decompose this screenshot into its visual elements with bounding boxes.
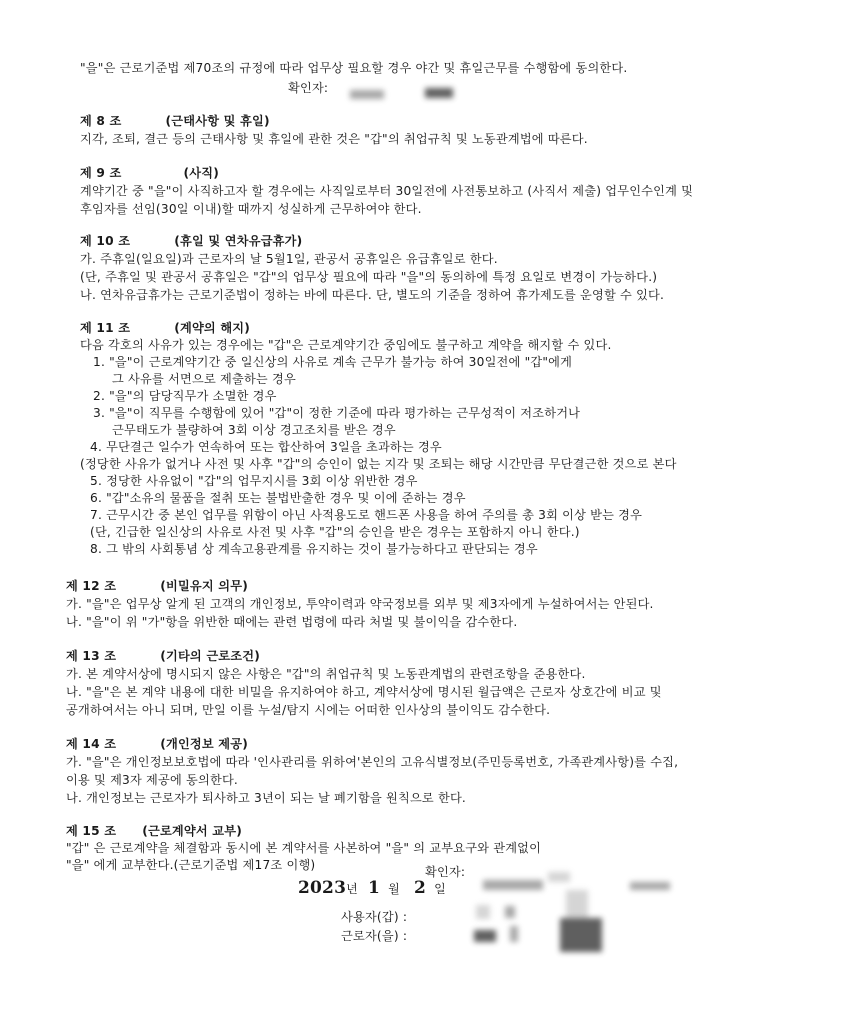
article-8-number: 제 8 조 <box>80 114 122 128</box>
article-11-item: (정당한 사유가 없거나 사전 및 사후 "갑"의 승인이 없는 지각 및 조퇴는 해당 시간만큼 무단결근한 것으로 본다 <box>80 457 677 471</box>
redacted-employee-seal <box>560 918 602 952</box>
confirm-label-top: 확인자: <box>288 81 329 95</box>
article-11-item: 5. 정당한 사유없이 "갑"의 업무지시를 3회 이상 위반한 경우 <box>90 474 418 488</box>
article-11-item: 그 사유를 서면으로 제출하는 경우 <box>112 372 296 386</box>
redacted-employer-name-1 <box>476 905 490 919</box>
article-10-line: 가. 주휴일(일요일)과 근로자의 날 5월1일, 관공서 공휴일은 유급휴일로 한다. <box>80 252 498 266</box>
redacted-name-top-1 <box>350 90 384 99</box>
article-13-title: (기타의 근로조건) <box>160 649 260 663</box>
article-9-title: (사직) <box>183 166 220 180</box>
article-10-line: (단, 주휴일 및 관공서 공휴일은 "갑"의 업무상 필요에 따라 "을"의 동의하에 특정 요일로 변경이 가능하다.) <box>80 270 658 284</box>
article-11-heading <box>80 320 250 337</box>
article-15-title: (근로계약서 교부) <box>142 824 242 838</box>
article-11-item: 1. "을"이 근로계약기간 중 일신상의 사유로 계속 근무가 불가능 하여 30일전에 "갑"에게 <box>93 355 573 369</box>
article-14-heading <box>66 736 248 753</box>
article-8-title: (근태사항 및 휴일) <box>165 114 270 128</box>
employer-label: 사용자(갑) : <box>341 910 408 924</box>
article-11-item: (단, 긴급한 일신상의 사유로 사전 및 사후 "갑"의 승인을 받은 경우는 포함하지 아니 한다.) <box>90 525 580 539</box>
article-13-heading <box>66 648 260 665</box>
article-11-item: 6. "갑"소유의 물품을 절취 또는 불법반출한 경우 및 이에 준하는 경우 <box>90 491 466 505</box>
article-12-title: (비밀유지 의무) <box>160 579 249 593</box>
article-12-heading <box>66 578 248 595</box>
article-11-item: 2. "을"의 담당직무가 소멸한 경우 <box>93 389 277 403</box>
article-9-number: 제 9 조 <box>80 166 122 180</box>
article-12-number: 제 12 조 <box>66 579 117 593</box>
confirm-label-bottom: 확인자: <box>425 865 466 879</box>
date-year: 2023 <box>298 878 347 898</box>
article-10-title: (휴일 및 연차유급휴가) <box>174 234 303 248</box>
article-9-line: 후임자를 선임(30일 이내)할 때까지 성실하게 근무하여야 한다. <box>80 202 422 216</box>
article-14-line: 나. 개인정보는 근로자가 퇴사하고 3년이 되는 날 폐기함을 원칙으로 한다. <box>66 791 466 805</box>
article-11-item: 3. "을"이 직무를 수행함에 있어 "갑"이 정한 기준에 따라 평가하는 근무성적이 저조하거나 <box>93 406 581 420</box>
article-8-line: 지각, 조퇴, 결근 등의 근태사항 및 휴일에 관한 것은 "갑"의 취업규칙 및 노동관계법에 따른다. <box>80 132 588 146</box>
signature-date <box>298 880 446 898</box>
overtime-consent-line: "을"은 근로기준법 제70조의 규정에 따라 업무상 필요할 경우 야간 및 휴일근무를 수행함에 동의한다. <box>80 61 628 75</box>
redacted-signature-1 <box>483 880 543 890</box>
article-15-heading <box>66 823 242 840</box>
article-10-heading <box>80 233 302 250</box>
article-11-lead: 다음 각호의 사유가 있는 경우에는 "갑"은 근로계약기간 중임에도 불구하고 계약을 해지할 수 있다. <box>80 338 612 352</box>
article-15-line: "갑" 은 근로계약을 체결함과 동시에 본 계약서를 사본하여 "을" 의 교부요구와 관계없이 <box>66 841 542 855</box>
date-day-unit: 일 <box>434 882 446 896</box>
redacted-signature-3 <box>630 882 670 890</box>
article-10-number: 제 10 조 <box>80 234 131 248</box>
article-11-title: (계약의 해지) <box>174 321 251 335</box>
article-12-line: 나. "을"이 위 "가"항을 위반한 때에는 관련 법령에 따라 처벌 및 불이익을 감수한다. <box>66 615 518 629</box>
date-year-unit: 년 <box>346 882 358 896</box>
date-day: 2 <box>413 878 427 898</box>
redacted-signature-2 <box>548 872 570 882</box>
redacted-employee-name-1 <box>474 930 496 942</box>
article-8-heading <box>80 113 270 130</box>
article-13-line: 공개하여서는 아니 되며, 만일 이를 누설/탐지 시에는 어떠한 인사상의 불이익도 감수한다. <box>66 703 551 717</box>
redacted-employer-seal <box>566 890 588 920</box>
redacted-name-top-2 <box>425 88 453 98</box>
employee-label: 근로자(을) : <box>341 929 408 943</box>
redacted-employee-name-2 <box>510 926 518 942</box>
article-14-line: 이용 및 제3자 제공에 동의한다. <box>66 773 239 787</box>
article-9-line: 계약기간 중 "을"이 사직하고자 할 경우에는 사직일로부터 30일전에 사전통보하고 (사직서 제출) 업무인수인계 및 <box>80 184 694 198</box>
article-11-item: 8. 그 밖의 사회통념 상 계속고용관계를 유지하는 것이 불가능하다고 판단되는 경우 <box>90 542 538 556</box>
article-14-line: 가. "을"은 개인정보보호법에 따라 '인사관리를 위하여'본인의 고유식별정보(주민등록번호, 가족관계사항)를 수집, <box>66 755 679 769</box>
article-10-line: 나. 연차유급휴가는 근로기준법이 정하는 바에 따른다. 단, 별도의 기준을 정하여 휴가제도를 운영할 수 있다. <box>80 288 665 302</box>
article-13-line: 가. 본 계약서상에 명시되지 않은 사항은 "갑"의 취업규칙 및 노동관계법의 관련조항을 준용한다. <box>66 667 586 681</box>
article-14-title: (개인정보 제공) <box>160 737 249 751</box>
article-11-item: 7. 근무시간 중 본인 업무를 위함이 아닌 사적용도로 핸드폰 사용을 하여 주의를 총 3회 이상 받는 경우 <box>90 508 643 522</box>
article-11-item: 4. 무단결근 일수가 연속하여 또는 합산하여 3일을 초과하는 경우 <box>90 440 442 454</box>
article-15-line: "을" 에게 교부한다.(근로기준법 제17조 이행) <box>66 858 316 872</box>
article-11-number: 제 11 조 <box>80 321 131 335</box>
article-14-number: 제 14 조 <box>66 737 117 751</box>
article-15-number: 제 15 조 <box>66 824 117 838</box>
article-13-line: 나. "을"은 본 계약 내용에 대한 비밀을 유지하여야 하고, 계약서상에 명시된 월급액은 근로자 상호간에 비교 및 <box>66 685 662 699</box>
date-month-unit: 월 <box>388 882 400 896</box>
article-9-heading <box>80 165 219 182</box>
article-13-number: 제 13 조 <box>66 649 117 663</box>
article-11-item: 근무태도가 불량하여 3회 이상 경고조치를 받은 경우 <box>112 423 396 437</box>
redacted-employer-name-2 <box>505 906 515 918</box>
date-month: 1 <box>368 878 381 898</box>
article-12-line: 가. "을"은 업무상 알게 된 고객의 개인정보, 투약이력과 약국정보를 외부 및 제3자에게 누설하여서는 안된다. <box>66 597 654 611</box>
